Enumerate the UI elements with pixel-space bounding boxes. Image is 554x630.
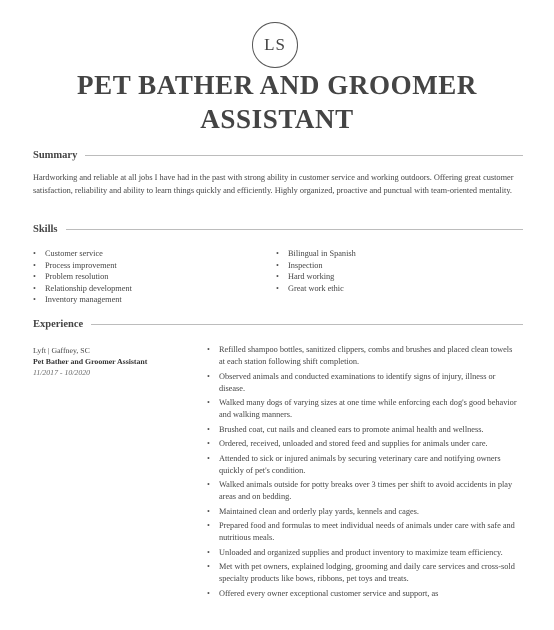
duty-item: • Met with pet owners, explained lodging, grooming and daily care services and cross-sold specialty products like bows, ribbons, pet toys and treats. [207,561,517,585]
initials: LS [264,35,286,54]
skill-item: • Problem resolution [33,271,253,283]
duty-item: • Refilled shampoo bottles, sanitized clippers, combs and brushes and placed clean towels at each station following shift completion. [207,344,517,368]
divider [66,229,523,230]
duty-item: • Attended to sick or injured animals by securing veterinary care and notifying owners quickly of pet's condition. [207,453,517,477]
duty-item: • Offered every owner exceptional customer service and support, as [207,588,517,600]
duty-item: • Walked animals outside for potty breaks over 3 times per shift to avoid accidents in play areas and on bedding. [207,479,517,503]
skill-item: • Customer service [33,248,253,260]
divider [91,324,523,325]
divider [85,155,523,156]
job-title: Pet Bather and Groomer Assistant [33,357,148,366]
summary-section-header [33,150,523,161]
job-company: Lyft | Gaffney, SC [33,346,90,355]
duty-item: • Observed animals and conducted examinations to identify signs of injury, illness or disease. [207,371,517,395]
skill-item: • Relationship development [33,283,253,295]
resume-title [0,68,554,136]
skill-item: • Great work ethic [276,283,496,295]
title-line-2: ASSISTANT [200,104,354,134]
duty-item: • Brushed coat, cut nails and cleaned ears to promote animal health and wellness. [207,424,517,436]
experience-heading: Experience [33,319,84,330]
duty-item: • Maintained clean and orderly play yards, kennels and cages. [207,506,517,518]
skill-item: • Hard working [276,271,496,283]
title-line-1: PET BATHER AND GROOMER [77,70,477,100]
summary-text: Hardworking and reliable at all jobs I have had in the past with strong ability in customer service and working outdoors. Offering great customer satisfaction, reliability and ability to learn things quickly and efficiently. Highly organized, proactive and punctual with team-oriented mentality. [33,173,514,195]
job-meta [33,345,203,378]
duty-item: • Prepared food and formulas to meet individual needs of animals under care with safe and nutritious meals. [207,520,517,544]
duty-item: • Unloaded and organized supplies and product inventory to maximize team efficiency. [207,547,517,559]
skills-heading: Skills [33,224,58,235]
job-duties-list [207,344,517,602]
duty-item: • Ordered, received, unloaded and stored feed and supplies for animals under care. [207,438,517,450]
skills-list-left [33,248,253,306]
skills-list-right [276,248,496,294]
duty-item: • Walked many dogs of varying sizes at one time while enforcing each dog's good behavior and walking manners. [207,397,517,421]
skills-section-header [33,224,523,235]
skill-item: • Inventory management [33,294,253,306]
job-dates: 11/2017 - 10/2020 [33,368,91,377]
monogram-avatar [252,22,298,68]
skill-item: • Bilingual in Spanish [276,248,496,260]
skill-item: • Inspection [276,260,496,272]
experience-section-header [33,319,523,330]
summary-heading: Summary [33,150,78,161]
skill-item: • Process improvement [33,260,253,272]
